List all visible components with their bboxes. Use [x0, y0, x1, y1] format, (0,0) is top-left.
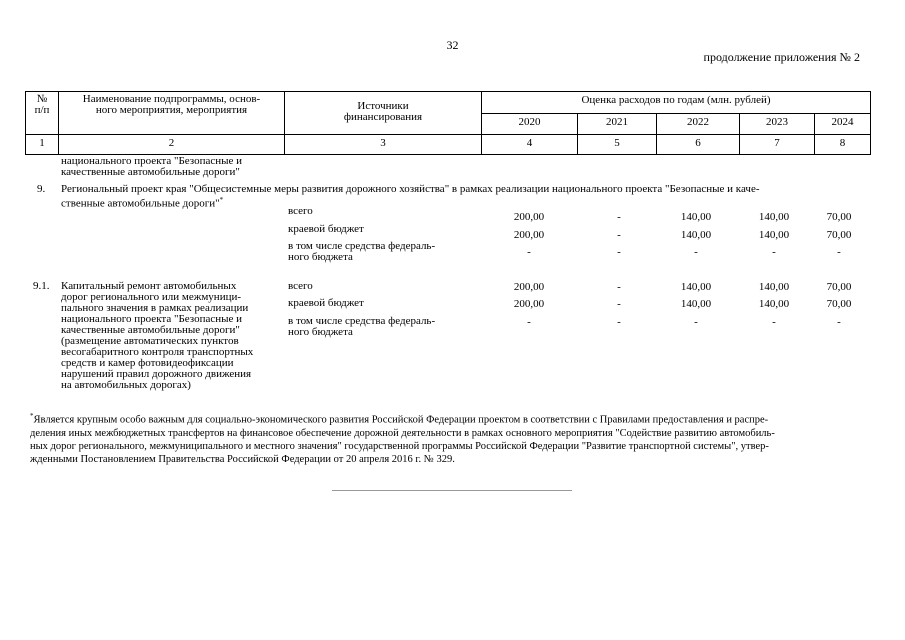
value-2024: 70,00: [826, 281, 852, 293]
source-label: в том числе средства федераль- ного бюджета: [288, 315, 436, 338]
row-name: Капитальный ремонт автомобильных дорог регионального или межмуници- пального значения в рамках реализации национального проекта "Безопасные и качественные автомобильные дороги" (размещение автоматических пунктов весогабаритного контроля транспортных средств и камер фотовидеофиксации нарушений правил дорожного движения на автомобильных дорогах): [61, 280, 254, 391]
value-2023: 140,00: [758, 211, 790, 223]
value-2021: -: [617, 281, 621, 293]
index-col-2: 2: [168, 137, 175, 149]
value-2020: -: [527, 316, 531, 328]
source-label: краевой бюджет: [288, 297, 364, 309]
footnote-marker: *: [219, 196, 224, 204]
index-col-3: 3: [380, 137, 386, 149]
value-2021: -: [617, 246, 621, 258]
value-2020: -: [527, 246, 531, 258]
value-2020: 200,00: [513, 211, 545, 223]
page-end-rule: [332, 490, 572, 491]
value-2024: -: [837, 246, 841, 258]
header-year-2022: 2022: [687, 116, 709, 128]
index-col-1: 1: [39, 137, 45, 149]
value-2024: 70,00: [826, 211, 852, 223]
page-number: 32: [446, 38, 459, 52]
value-2022: -: [694, 316, 698, 328]
value-2021: -: [617, 316, 621, 328]
value-2024: 70,00: [826, 298, 852, 310]
footnote-body: Является крупным особо важным для социально-экономического развития Российской Федерации проектом в соответствии с Правилами предоставления и распре- деления иных межбюджетных трансфертов на финансовое обеспечение дорожной деятельности в рамках основного мероприятия "Содействие развитию автомобиль- ных дорог регионального, межмуниципального и местного значения" государственной программы Российской Федерации "Развитие транспортной системы", утвер- жденными Постановлением Правительства Российской Федерации от 20 апреля 2016 г. № 329.: [30, 414, 775, 465]
row-name-text: Региональный проект края "Общесистемные меры развития дорожного хозяйства" в рамках реализации национального проекта "Безопасные и каче- ственные автомобильные дороги": [61, 183, 760, 210]
table-header: [25, 91, 871, 155]
source-label: краевой бюджет: [288, 223, 364, 235]
header-col-number: № п/п: [34, 93, 50, 116]
index-col-7: 7: [774, 137, 780, 149]
row-number: 9.1.: [33, 280, 50, 292]
footnote: [30, 410, 875, 466]
row-name: [61, 184, 851, 210]
footnote-marker: *: [30, 412, 34, 420]
header-col-name: Наименование подпрограммы, основ- ного мероприятия, мероприятия: [82, 93, 261, 116]
value-2024: 70,00: [826, 229, 852, 241]
index-col-5: 5: [614, 137, 620, 149]
index-col-6: 6: [695, 137, 701, 149]
header-year-2023: 2023: [766, 116, 788, 128]
continuation-text: национального проекта "Безопасные и качественные автомобильные дороги": [61, 155, 243, 178]
index-col-4: 4: [526, 137, 533, 149]
value-2023: 140,00: [758, 298, 790, 310]
value-2024: -: [837, 316, 841, 328]
value-2021: -: [617, 211, 621, 223]
index-col-8: 8: [839, 137, 846, 149]
value-2021: -: [617, 229, 621, 241]
value-2022: 140,00: [680, 298, 712, 310]
header-col-estimate: Оценка расходов по годам (млн. рублей): [581, 94, 771, 106]
row-number: 9.: [37, 183, 46, 195]
header-year-2021: 2021: [606, 116, 628, 128]
value-2023: -: [772, 316, 776, 328]
source-label: всего: [288, 280, 313, 292]
value-2022: 140,00: [680, 229, 712, 241]
value-2020: 200,00: [513, 298, 545, 310]
source-label: в том числе средства федераль- ного бюджета: [288, 240, 436, 263]
value-2022: 140,00: [680, 211, 712, 223]
header-year-2024: 2024: [831, 116, 854, 128]
appendix-continuation-note: продолжение приложения № 2: [703, 50, 860, 64]
source-label: всего: [288, 205, 313, 217]
header-col-source: Источники финансирования: [343, 100, 423, 123]
value-2023: 140,00: [758, 281, 790, 293]
value-2020: 200,00: [513, 281, 545, 293]
value-2020: 200,00: [513, 229, 545, 241]
header-year-2020: 2020: [518, 116, 541, 128]
value-2022: -: [694, 246, 698, 258]
value-2022: 140,00: [680, 281, 712, 293]
value-2021: -: [617, 298, 621, 310]
value-2023: 140,00: [758, 229, 790, 241]
value-2023: -: [772, 246, 776, 258]
